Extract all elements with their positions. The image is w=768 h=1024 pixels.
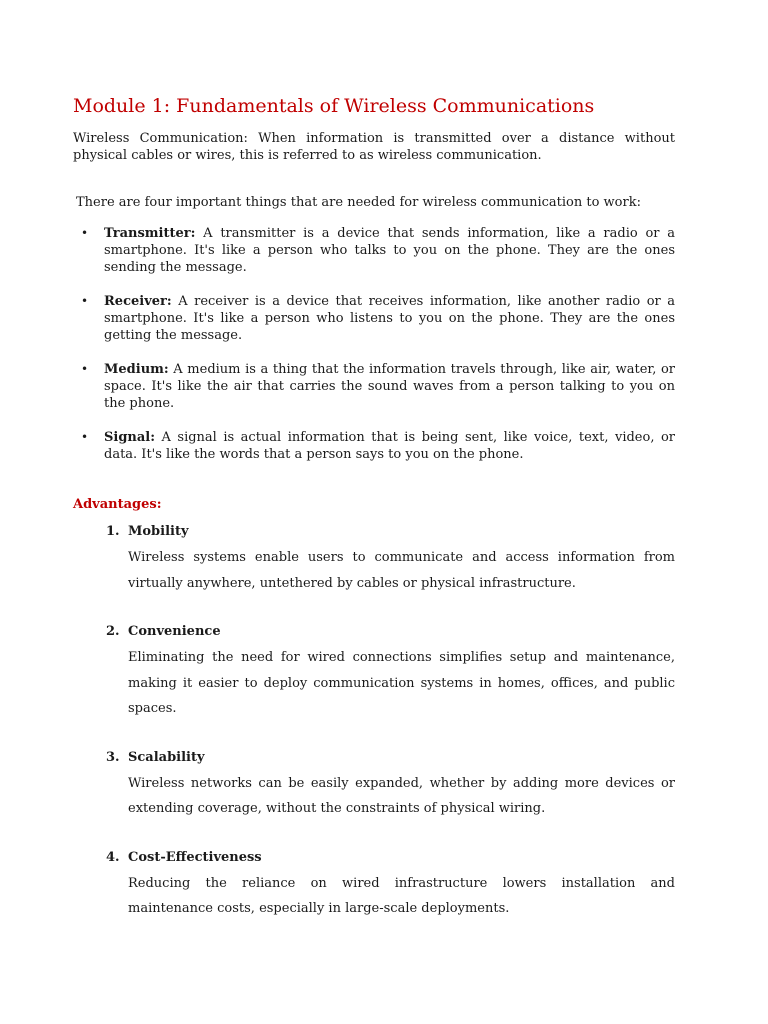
intro-paragraph: Wireless Communication: When information is transmitted over a distance without physical cables or wires, this is referred to as wireless communication. — [73, 131, 675, 163]
component-description: A transmitter is a device that sends information, like a radio or a smartphone. It's like a person who talks to you on the phone. They are the ones sending the message. — [104, 226, 675, 275]
advantage-item — [73, 623, 675, 722]
list-item — [73, 361, 675, 412]
advantage-title: Scalability — [128, 749, 205, 765]
advantage-number: 4. — [106, 849, 120, 865]
advantages-heading: Advantages: — [73, 497, 162, 512]
advantage-number: 1. — [106, 524, 120, 539]
page-title: Module 1: Fundamentals of Wireless Communications — [73, 95, 595, 117]
advantage-item — [73, 523, 675, 596]
advantage-description: Wireless networks can be easily expanded, whether by adding more devices or extending coverage, without the constraints of physical wiring. — [128, 775, 675, 816]
component-description: A receiver is a device that receives information, like another radio or a smartphone. It's like a person who listens to you on the phone. They are the ones getting the message. — [104, 294, 675, 343]
component-term: Receiver: — [104, 294, 172, 309]
bullet-icon: • — [81, 294, 89, 308]
list-item — [73, 429, 675, 463]
advantages-list — [73, 523, 675, 922]
bullet-icon: • — [81, 362, 89, 376]
advantage-number: 3. — [106, 749, 120, 765]
component-description: A signal is actual information that is being sent, like voice, text, video, or data. It's like the words that a person says to you on the phone. — [104, 430, 675, 462]
component-term: Transmitter: — [104, 226, 196, 241]
bullet-icon: • — [81, 430, 89, 444]
advantage-description: Reducing the reliance on wired infrastructure lowers installation and maintenance costs, especially in large-scale deployments. — [128, 875, 675, 916]
components-lead-paragraph: There are four important things that are needed for wireless communication to work: — [76, 195, 641, 210]
components-list — [73, 225, 675, 463]
document-page — [73, 92, 675, 949]
advantage-description: Eliminating the need for wired connections simplifies setup and maintenance, making it easier to deploy communication systems in homes, offices, and public spaces. — [128, 650, 675, 716]
advantage-title: Mobility — [128, 524, 189, 539]
advantage-item — [73, 749, 675, 822]
bullet-icon: • — [81, 226, 89, 240]
component-term: Medium: — [104, 362, 169, 377]
component-description: A medium is a thing that the information travels through, like air, water, or space. It's like the air that carries the sound waves from a person talking to you on the phone. — [104, 362, 675, 411]
advantage-title: Convenience — [128, 624, 221, 639]
advantage-number: 2. — [106, 624, 120, 639]
advantage-description: Wireless systems enable users to communicate and access information from virtually anywhere, untethered by cables or physical infrastructure. — [128, 550, 675, 591]
list-item — [73, 293, 675, 344]
component-term: Signal: — [104, 430, 156, 445]
advantage-item — [73, 849, 675, 922]
list-item — [73, 225, 675, 276]
advantage-title: Cost-Effectiveness — [128, 849, 262, 865]
